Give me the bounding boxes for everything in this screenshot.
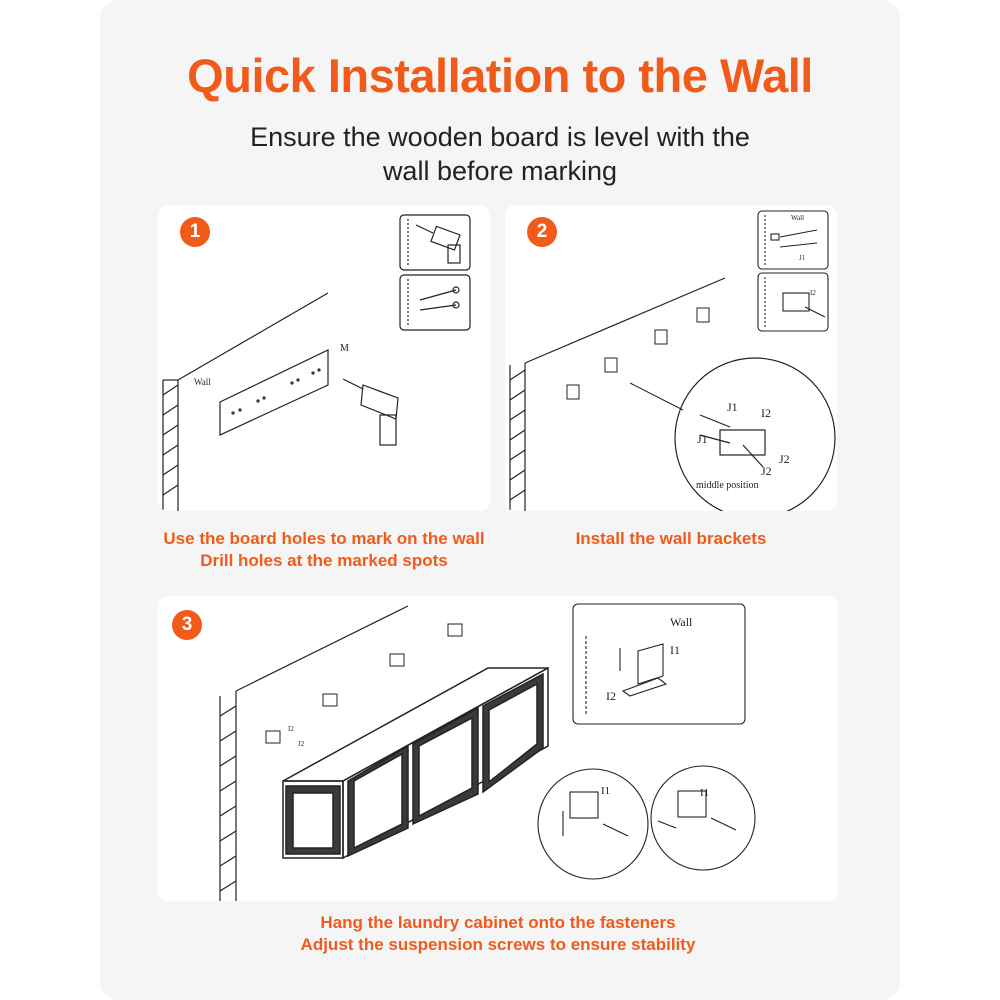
zoom-j1-label-bottom: J1 xyxy=(697,432,708,446)
subtitle-line-2: wall before marking xyxy=(382,156,618,186)
step-1-illustration xyxy=(158,205,490,511)
page-subtitle xyxy=(0,120,1000,188)
step-3-caption xyxy=(158,912,838,956)
wall-hanger-inset xyxy=(573,604,745,724)
wall-drawing xyxy=(163,293,328,511)
subtitle-line-1: Ensure the wooden board is level with the xyxy=(250,122,750,152)
wall-drawing xyxy=(220,606,408,901)
inset-i1-label: I1 xyxy=(670,643,680,657)
step-3-caption-line-2: Adjust the suspension screws to ensure stability xyxy=(300,935,696,954)
vertical-adjust-i1-label: I1 xyxy=(601,785,611,797)
anchor-inset-icon xyxy=(400,275,470,330)
step-3-illustration xyxy=(158,596,838,901)
step-2-illustration xyxy=(505,205,837,511)
step-1-caption-line-2: Drill holes at the marked spots xyxy=(200,551,448,570)
step-1-caption xyxy=(158,528,490,572)
inset-wall-label: Wall xyxy=(791,214,805,222)
board-drawing xyxy=(220,350,328,435)
drill-inset-icon xyxy=(400,215,470,270)
step-1-panel xyxy=(158,205,490,511)
step-2-number: 2 xyxy=(527,217,557,247)
inset-i2-label: I2 xyxy=(606,689,616,703)
bracket-i2-label: I2 xyxy=(288,725,294,733)
step-2-panel xyxy=(505,205,837,511)
middle-position-label: middle position xyxy=(696,480,759,491)
inset-i2-label: I2 xyxy=(810,289,816,297)
wall-label: Wall xyxy=(194,377,211,387)
page-title: Quick Installation to the Wall xyxy=(187,49,813,102)
zoom-j2-label-bottom: J2 xyxy=(761,464,772,478)
wall-drawing xyxy=(510,278,725,511)
bracket-j2-label: J2 xyxy=(298,740,305,748)
step-1-caption-line-1: Use the board holes to mark on the wall xyxy=(163,529,485,548)
zoom-j1-label-top: J1 xyxy=(727,400,738,414)
step-3-panel xyxy=(158,596,838,901)
wall-brackets xyxy=(266,624,462,743)
horizontal-adjust-icon xyxy=(651,766,755,870)
vertical-adjust-icon xyxy=(538,769,648,879)
board-label: M xyxy=(340,343,349,354)
step-2-caption xyxy=(505,528,837,550)
inset-j1-label: J1 xyxy=(799,254,806,262)
drill-icon xyxy=(343,379,398,445)
step-2-caption-line-1: Install the wall brackets xyxy=(575,529,767,548)
step-1-number: 1 xyxy=(180,217,210,247)
step-3-caption-line-1: Hang the laundry cabinet onto the fasteners xyxy=(320,913,676,932)
horizontal-adjust-i1-label: I1 xyxy=(700,787,710,799)
step-3-number: 3 xyxy=(172,610,202,640)
inset-wall-label: Wall xyxy=(670,615,693,629)
zoom-i2-label: I2 xyxy=(761,406,771,420)
bracket-inset-icon xyxy=(758,273,828,331)
zoom-j2-label-right: J2 xyxy=(779,452,790,466)
